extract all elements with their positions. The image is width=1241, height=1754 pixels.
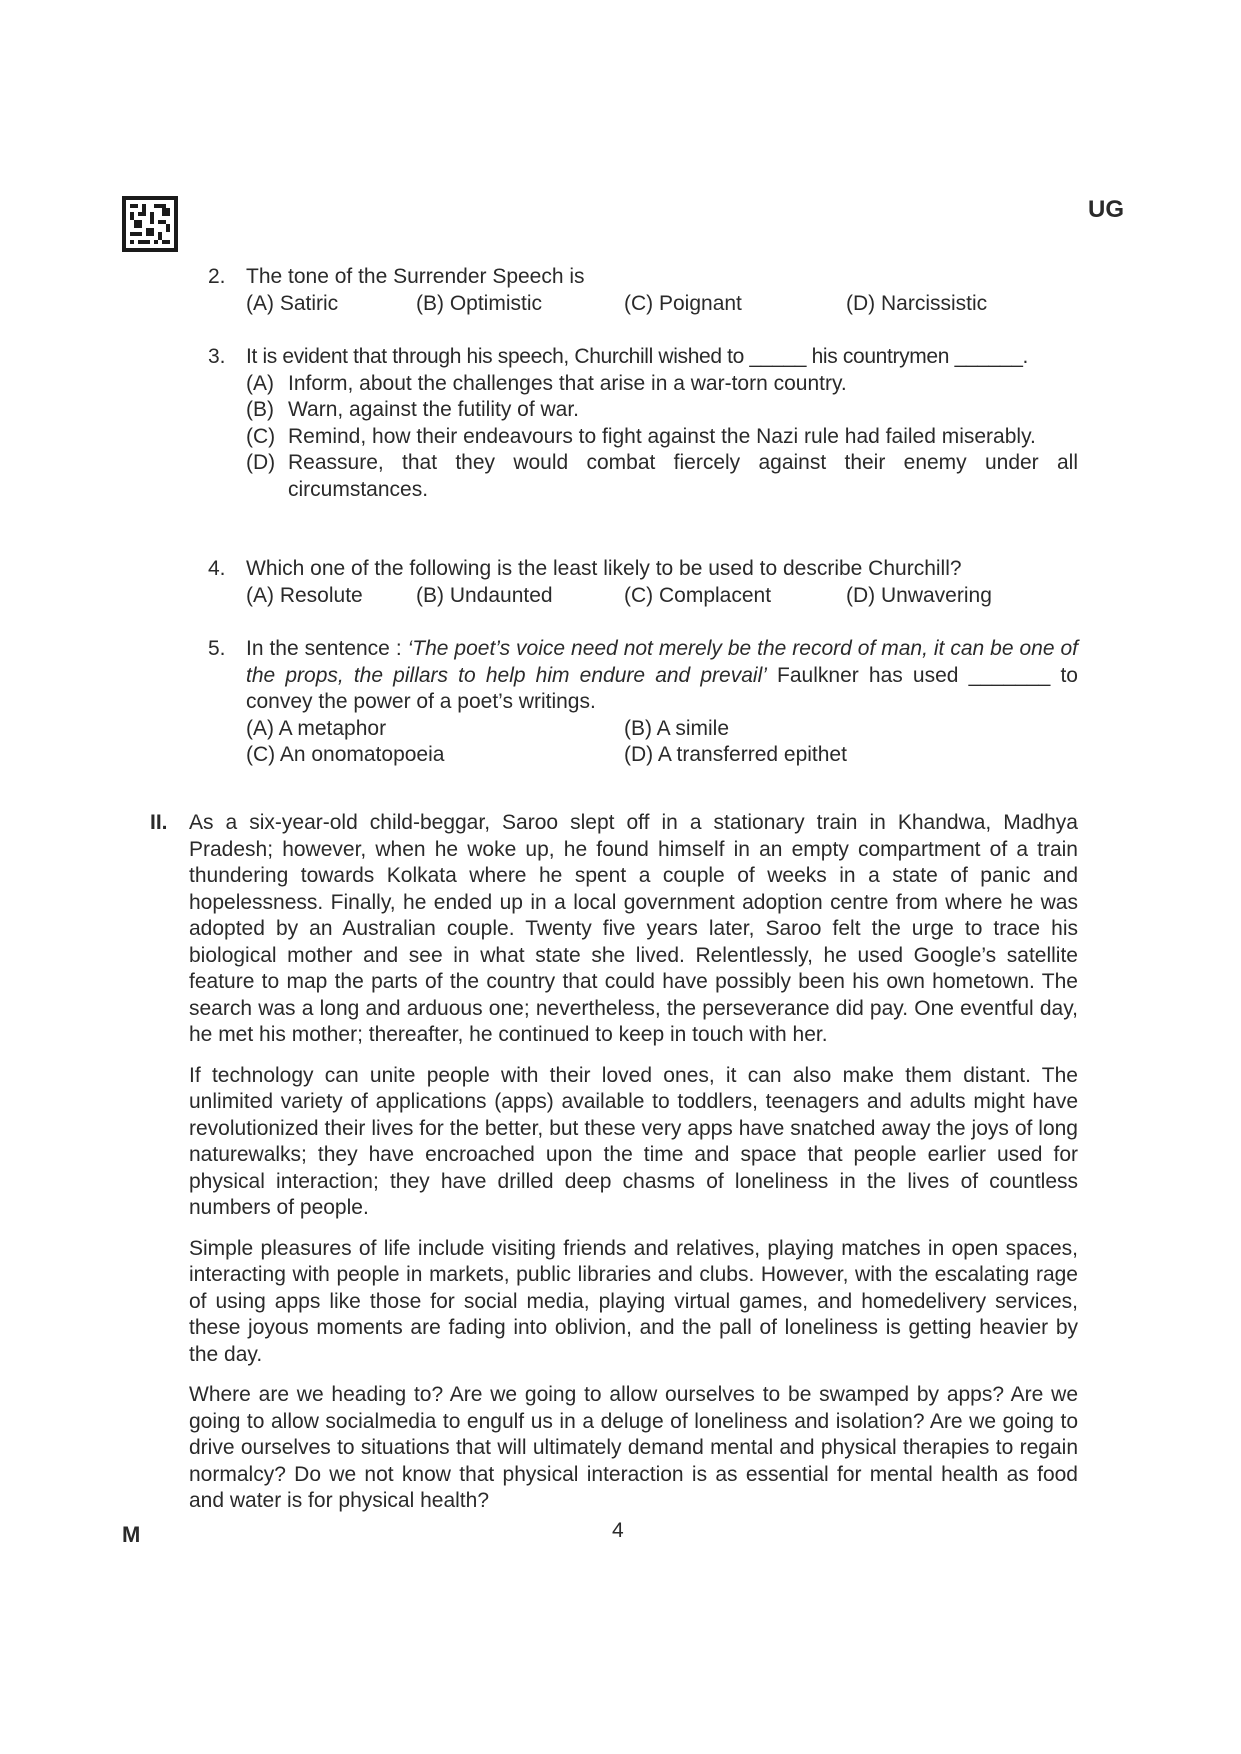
option-text: Remind, how their endeavours to fight against the Nazi rule had failed miserably. bbox=[288, 424, 1036, 448]
option-a[interactable]: (A) A metaphor bbox=[246, 716, 387, 740]
question-number: 5. bbox=[208, 637, 226, 660]
option-b[interactable]: (B) A simile bbox=[624, 716, 730, 740]
options-row bbox=[208, 291, 1078, 318]
option-label: (A) bbox=[246, 371, 274, 395]
option-a[interactable] bbox=[246, 371, 1078, 398]
option-label: (D) bbox=[246, 451, 276, 474]
question-number: 2. bbox=[208, 265, 226, 288]
options-row bbox=[208, 742, 1078, 769]
option-a[interactable]: (A) Satiric bbox=[246, 291, 339, 315]
option-c[interactable] bbox=[246, 424, 1078, 451]
question-5 bbox=[208, 636, 1078, 769]
page-number: 4 bbox=[612, 1519, 624, 1542]
option-text: Warn, against the futility of war. bbox=[288, 398, 580, 421]
question-stem bbox=[246, 636, 1078, 716]
qr-code-icon bbox=[122, 196, 178, 252]
options-row bbox=[208, 583, 1078, 610]
question-stem: Which one of the following is the least likely to be used to describe Churchill? bbox=[246, 557, 962, 580]
option-d[interactable]: (D) A transferred epithet bbox=[624, 743, 847, 766]
option-text: Inform, about the challenges that arise in a war-torn country. bbox=[288, 371, 847, 395]
passage-paragraph: If technology can unite people with their loved ones, it can also make them distant. The unlimited variety of applications (apps) available to toddlers, teenagers and adults might have revolutionized their lives for the better, but these very apps have snatched away the joys of long naturewalks; they have encroached upon the time and space that people earlier used for physical interaction; they have drilled deep chasms of loneliness in the lives of countless numbers of people. bbox=[189, 1063, 1078, 1219]
passage-paragraph: Simple pleasures of life include visiting friends and relatives, playing matches in open spaces, interacting with people in markets, public libraries and clubs. However, with the escalating rage of using apps like those for social media, playing virtual games, and homedelivery services, these joyous moments are fading into oblivion, and the pall of loneliness is getting heavier by the day. bbox=[189, 1236, 1078, 1366]
footer-code: M bbox=[122, 1522, 141, 1547]
option-d[interactable]: (D) Unwavering bbox=[846, 583, 992, 607]
option-c[interactable]: (C) Poignant bbox=[624, 291, 742, 315]
stem-quote: ‘The poet’s voice need not merely be the record of man, it can be one of the props, the pillars to help him endure and prevail’ bbox=[246, 637, 1078, 687]
section-number: II. bbox=[150, 811, 168, 834]
option-c[interactable]: (C) An onomatopoeia bbox=[246, 743, 445, 766]
stem-prefix: In the sentence : bbox=[246, 637, 408, 660]
question-2 bbox=[208, 264, 1078, 317]
question-number: 4. bbox=[208, 557, 226, 580]
exam-code: UG bbox=[1088, 196, 1124, 223]
passage-section bbox=[150, 810, 1078, 1515]
stem-suffix: Faulkner has used _______ to convey the power of a poet’s writings. bbox=[246, 663, 1078, 713]
option-b[interactable]: (B) Undaunted bbox=[416, 583, 553, 607]
question-number: 3. bbox=[208, 345, 226, 368]
option-label: (C) bbox=[246, 424, 276, 448]
option-text: Reassure, that they would combat fiercely against their enemy under all circumstances. bbox=[288, 451, 1078, 501]
option-label: (B) bbox=[246, 398, 274, 421]
option-c[interactable]: (C) Complacent bbox=[624, 583, 772, 607]
option-a[interactable]: (A) Resolute bbox=[246, 583, 363, 607]
option-d[interactable]: (D) Narcissistic bbox=[846, 291, 988, 315]
passage-paragraph: Where are we heading to? Are we going to allow ourselves to be swamped by apps? Are we going to allow socialmedia to engulf us in a deluge of loneliness and isolation? Are we going to drive ourselves to situations that will ultimately demand mental and physical therapies to regain normalcy? Do we not know that physical interaction is as essential for mental health as food and water is for physical health? bbox=[189, 1383, 1078, 1512]
question-4 bbox=[208, 556, 1078, 609]
question-stem: The tone of the Surrender Speech is bbox=[246, 265, 585, 288]
option-b[interactable] bbox=[246, 397, 1078, 424]
option-d[interactable] bbox=[246, 450, 1078, 503]
passage-paragraph: As a six-year-old child-beggar, Saroo slept off in a stationary train in Khandwa, Madhya Pradesh; however, when he woke up, he found himself in an empty compartment of a train thundering towards Kolkata where he spent a couple of weeks in a state of panic and hopelessness. Finally, he ended up in a local government adoption centre from where he was adopted by an Australian couple. Twenty five years later, Saroo felt the urge to trace his biological mother and see in what state she lived. Relentlessly, he used Google’s satellite feature to map the parts of the country that could have possibly been his own hometown. The search was a long and arduous one; nevertheless, the perseverance did pay. One eventful day, he met his mother; thereafter, he continued to keep in touch with her. bbox=[189, 811, 1078, 1046]
option-b[interactable]: (B) Optimistic bbox=[416, 291, 542, 315]
question-stem: It is evident that through his speech, Churchill wished to _____ his countrymen ______. bbox=[246, 345, 1029, 368]
options-row bbox=[208, 716, 1078, 743]
question-3 bbox=[208, 344, 1078, 503]
